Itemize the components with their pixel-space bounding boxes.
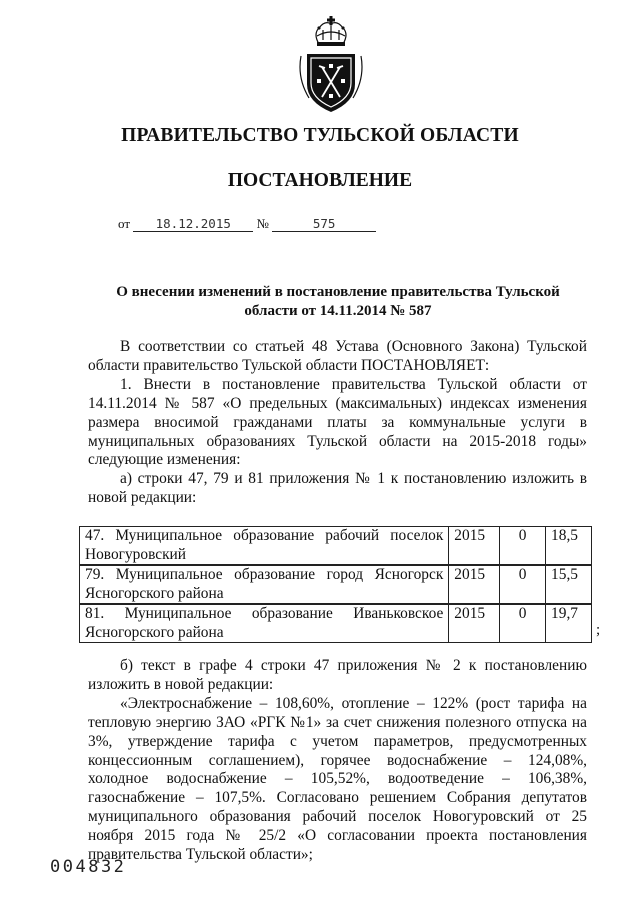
item-1-paragraph: 1. Внести в постановление правительства Тульской области от 14.11.2014 № 587 «О предельных (максимальных) индексах изменения размера вносимой гражданами платы за коммунальные услуги в муниципальных образованиях Тульской области на 2015-2018 годы» следующие изменения: — [88, 375, 587, 469]
date-prefix: от — [118, 216, 131, 231]
row-year: 2015 — [449, 605, 500, 643]
body-section-2 — [88, 657, 587, 865]
row-index: 19,7 — [546, 605, 592, 643]
row-year: 2015 — [449, 566, 500, 604]
item-b-paragraph: б) текст в графе 4 строки 47 приложения № 2 к постановлению изложить в новой редакции: — [88, 657, 587, 693]
table-row — [79, 526, 592, 565]
row-description: 81. Муниципальное образование Иваньковское Ясногорского района — [80, 605, 449, 643]
table-terminator: ; — [596, 622, 601, 638]
coat-of-arms-emblem — [297, 14, 365, 114]
row-description: 47. Муниципальное образование рабочий поселок Новогуровский — [80, 527, 449, 565]
document-number: 575 — [272, 216, 376, 232]
row-year: 2015 — [449, 527, 500, 565]
government-title: ПРАВИТЕЛЬСТВО ТУЛЬСКОЙ ОБЛАСТИ — [121, 125, 519, 146]
row-zero: 0 — [500, 605, 546, 643]
row-zero: 0 — [500, 566, 546, 604]
number-prefix: № — [256, 216, 269, 231]
row-zero: 0 — [500, 527, 546, 565]
row-index: 15,5 — [546, 566, 592, 604]
table-row — [79, 604, 592, 643]
row-index: 18,5 — [546, 527, 592, 565]
serial-number: 004832 — [50, 857, 127, 877]
document-date: 18.12.2015 — [133, 216, 253, 232]
preamble-paragraph: В соответствии со статьей 48 Устава (Основного Закона) Тульской области правительство Тульской области ПОСТАНОВЛЯЕТ: — [88, 338, 587, 374]
item-a-paragraph: а) строки 47, 79 и 81 приложения № 1 к постановлению изложить в новой редакции: — [88, 470, 587, 507]
body-section-1 — [88, 338, 587, 508]
document-type: ПОСТАНОВЛЕНИЕ — [227, 170, 413, 191]
quote-paragraph: «Электроснабжение – 108,60%, отопление – 122% (рост тарифа на тепловую энергию ЗАО «РГК №1» за счет снижения полезного отпуска на 3%, утверждение тарифа с учетом параметров, предусмотренных концессионным соглашением), горячее водоснабжение – 124,08%, холодное водоснабжение – 105,52%, водоотведение – 106,38%, газоснабжение – 107,5%. Согласовано решением Собрания депутатов муниципального образования рабочий поселок Новогуровский от 25 ноября 2015 года № 25/2 «О согласовании проекта постановления правительства Тульской области»; — [88, 694, 587, 864]
table-row — [79, 565, 592, 604]
document-subject: О внесении изменений в постановление правительства Тульской области от 14.11.2014 № 587 — [116, 284, 560, 319]
document-meta — [118, 216, 376, 232]
row-description: 79. Муниципальное образование город Ясногорск Ясногорского района — [80, 566, 449, 604]
